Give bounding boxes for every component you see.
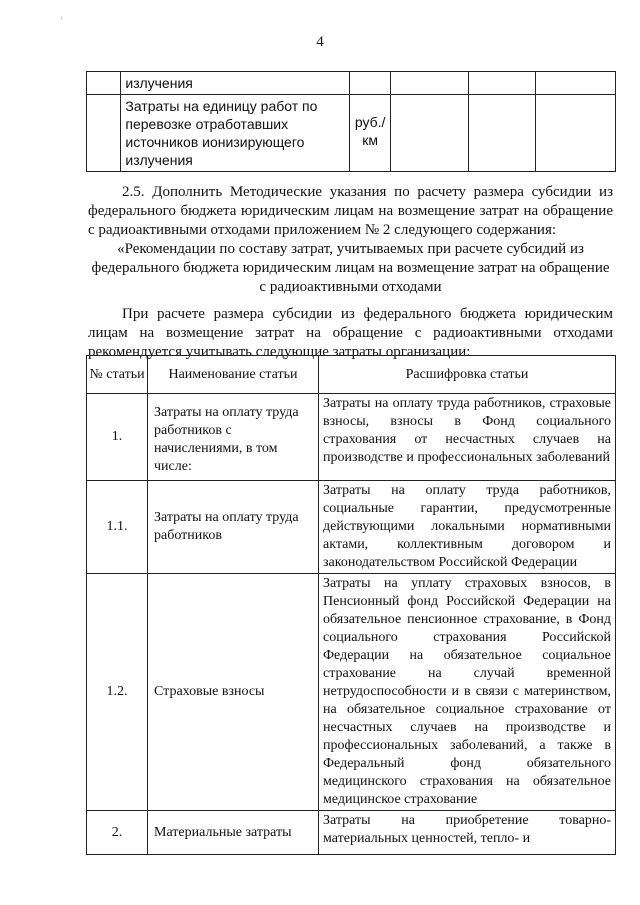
unit-cell: руб./ км — [350, 95, 391, 172]
section-paragraph — [88, 183, 613, 240]
column-header: Наименование статьи — [148, 356, 319, 394]
table-row — [87, 481, 616, 574]
row-number: 1.2. — [87, 574, 148, 811]
table-row — [87, 394, 616, 481]
section-text: 2.5. Дополнить Методические указания по расчету размера субсидии из федерального бюджета юридическим лицам на возмещение затрат на обращение с радиоактивными отходами приложением № 2 следующего содержания: — [88, 184, 613, 238]
scan-mark: · — [60, 14, 63, 23]
row-name: Материальные затраты — [148, 811, 319, 855]
row-number: 1. — [87, 394, 148, 481]
row-name: Затраты на оплату труда работников — [148, 481, 319, 574]
intro-paragraph — [88, 305, 613, 362]
row-number: 1.1. — [87, 481, 148, 574]
table-cell — [468, 95, 536, 172]
intro-text: При расчете размера субсидии из федерального бюджета юридическим лицам на возмещение затрат на обращение с радиоактивными отходами рекомендуется учитывать следующие затраты организации: — [88, 306, 613, 360]
table-cell — [536, 72, 616, 95]
quote-title: «Рекомендации по составу затрат, учитываемых при расчете субсидий из федерального бюджета юридическим лицам на возмещение затрат на обращение с радиоактивными отходами — [91, 241, 610, 295]
row-description: Затраты на оплату труда работников, страховые взносы, взносы в Фонд социального страхования от несчастных случаев на производстве и профессиональных заболеваний — [319, 394, 616, 481]
row-description: Затраты на приобретение товарно-материальных ценностей, тепло- и — [319, 811, 616, 855]
row-name: Страховые взносы — [148, 574, 319, 811]
column-header: Расшифровка статьи — [319, 356, 616, 394]
table-cell — [350, 72, 391, 95]
table-row — [87, 95, 616, 172]
table-cell — [536, 95, 616, 172]
cost-table — [86, 355, 616, 855]
table-row — [87, 72, 616, 95]
row-name: Затраты на оплату труда работников с начислениями, в том числе: — [148, 394, 319, 481]
table-cell — [391, 95, 469, 172]
row-description: Затраты на оплату труда работников, социальные гарантии, предусмотренные действующими локальными нормативными актами, коллективным договором и законодательством Российской Федерации — [319, 481, 616, 574]
table-cell — [468, 72, 536, 95]
table-cell — [87, 95, 121, 172]
row-description: Затраты на уплату страховых взносов, в Пенсионный фонд Российской Федерации на обязательное пенсионное страхование, в Фонд социального страхования Российской Федерации на обязательное социальное страхование на случай временной нетрудоспособности и в связи с материнством, на обязательное социальное страхование от несчастных случаев на производстве и профессиональных заболеваний, а также в Федеральный фонд обязательного медицинского страхования на обязательное медицинское страхование — [319, 574, 616, 811]
continued-table — [86, 71, 616, 172]
row-name: излучения — [121, 72, 350, 95]
table-row — [87, 811, 616, 855]
table-header-row — [87, 356, 616, 394]
table-cell — [87, 72, 121, 95]
table-row — [87, 574, 616, 811]
table-cell — [391, 72, 469, 95]
row-number: 2. — [87, 811, 148, 855]
row-name: Затраты на единицу работ по перевозке отработавших источников ионизирующего излучения — [121, 95, 350, 172]
page-number: 4 — [316, 34, 324, 50]
column-header: № статьи — [87, 356, 148, 394]
